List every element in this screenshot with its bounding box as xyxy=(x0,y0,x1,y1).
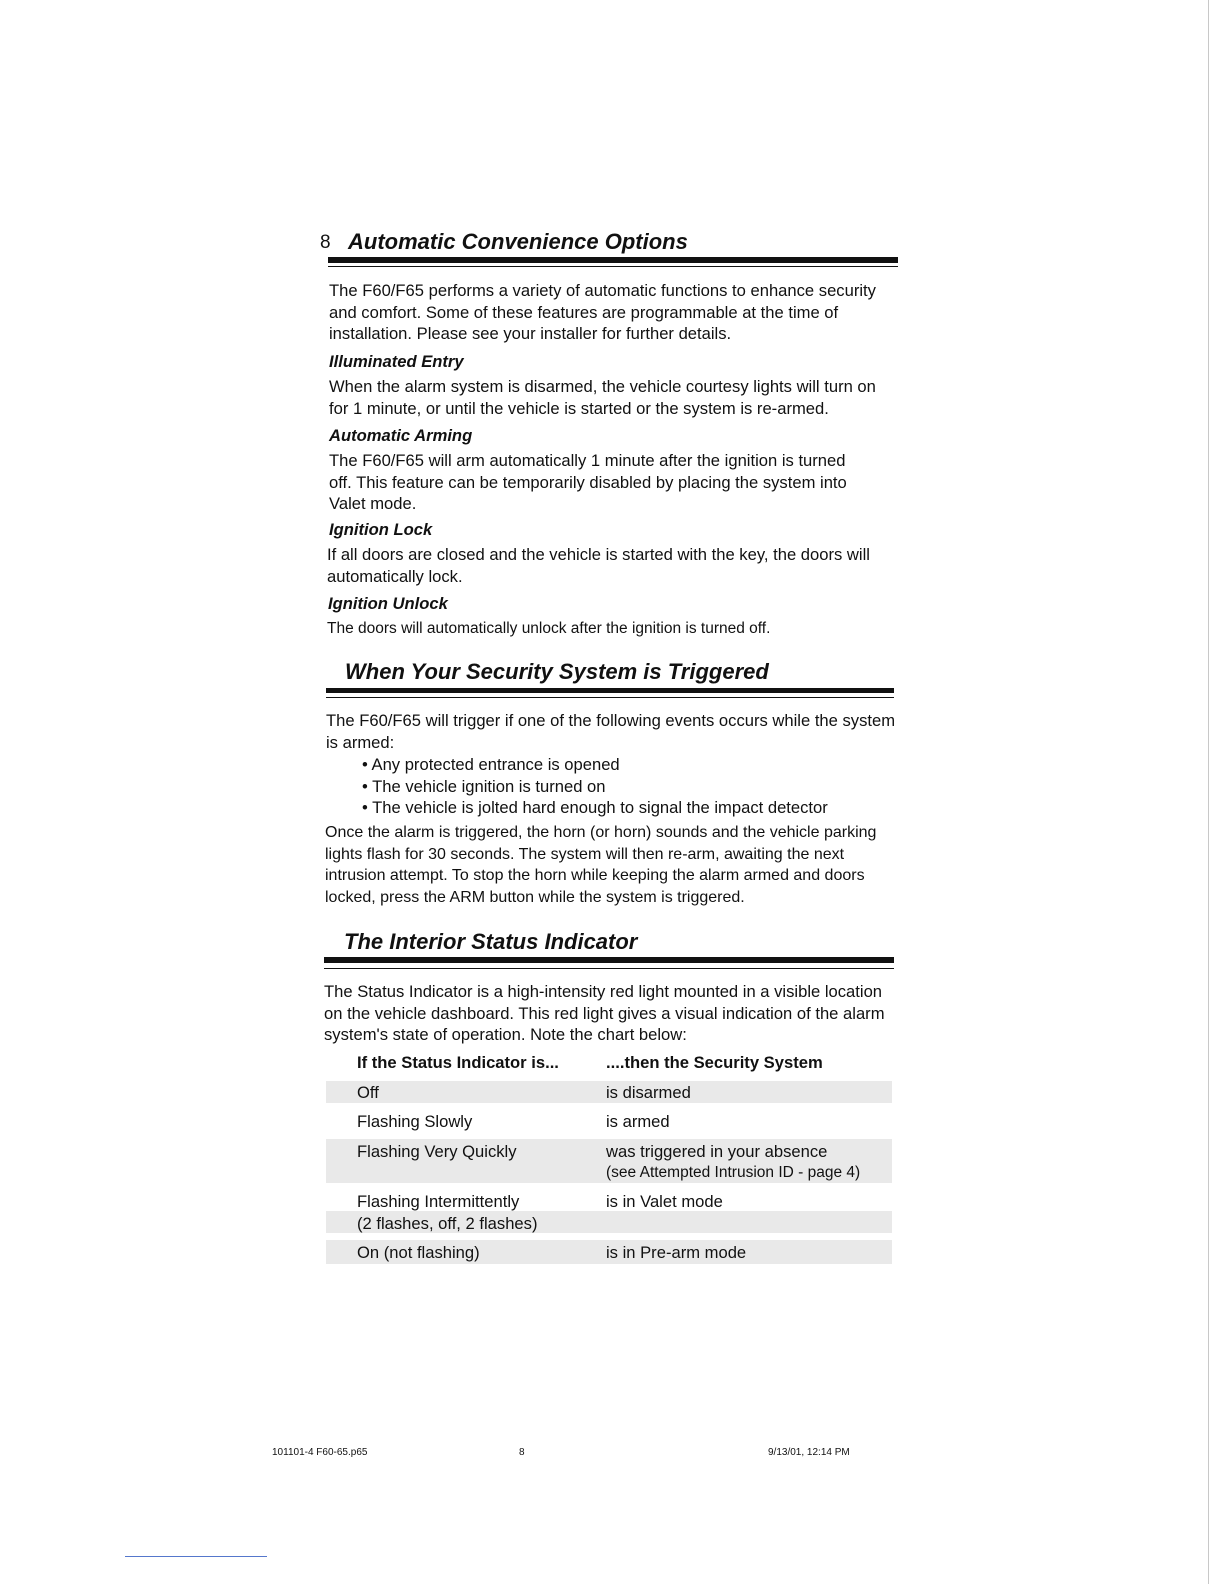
footer-filename: 101101-4 F60-65.p65 xyxy=(272,1447,368,1458)
table-row-indicator: Flashing Intermittently xyxy=(357,1192,520,1211)
table-row-meaning: is disarmed xyxy=(606,1083,691,1102)
trigger-events-list xyxy=(362,754,828,819)
section1-intro: The F60/F65 performs a variety of automatic functions to enhance security and comfort. Some of these features are programmable at the time of installation. Please see your installer for further details. xyxy=(329,281,876,343)
section-rule xyxy=(324,957,894,963)
table-row-meaning: is armed xyxy=(606,1112,670,1131)
section-title-interior-status: The Interior Status Indicator xyxy=(344,929,638,954)
section-title-security-triggered: When Your Security System is Triggered xyxy=(345,659,769,684)
feature-heading-automatic-arming: Automatic Arming xyxy=(329,426,473,445)
table-header-indicator: If the Status Indicator is... xyxy=(357,1053,559,1072)
table-row-indicator: On (not flashing) xyxy=(357,1243,480,1262)
section3-intro: The Status Indicator is a high-intensity red light mounted in a visible location on the vehicle dashboard. This red light gives a visual indication of the alarm system's state of operation. Note the chart below: xyxy=(324,982,885,1044)
section-rule-thin xyxy=(324,968,894,969)
table-row-indicator: Off xyxy=(357,1083,379,1102)
table-row-meaning-note: (see Attempted Intrusion ID - page 4) xyxy=(606,1164,861,1181)
scan-margin-line xyxy=(1208,0,1209,1584)
section2-closing: Once the alarm is triggered, the horn (or horn) sounds and the vehicle parking lights flash for 30 seconds. The system will then re-arm, awaiting the next intrusion attempt. To stop the horn while keeping the alarm armed and doors locked, press the ARM button while the system is triggered. xyxy=(325,824,877,906)
section-rule-thin xyxy=(328,266,898,267)
bottom-link-underline xyxy=(125,1556,267,1557)
list-item: • The vehicle ignition is turned on xyxy=(362,776,606,796)
section-rule xyxy=(328,257,898,263)
feature-text-ignition-unlock: The doors will automatically unlock after the ignition is turned off. xyxy=(327,620,771,637)
table-row-indicator-note: (2 flashes, off, 2 flashes) xyxy=(357,1214,538,1233)
table-row-meaning: is in Valet mode xyxy=(606,1192,723,1211)
page-number: 8 xyxy=(320,232,331,253)
table-header-system: ....then the Security System xyxy=(606,1053,823,1072)
feature-text-illuminated-entry: When the alarm system is disarmed, the vehicle courtesy lights will turn on for 1 minute, or until the vehicle is started or the system is re-armed. xyxy=(329,377,876,418)
table-row-meaning: is in Pre-arm mode xyxy=(606,1243,747,1262)
feature-heading-ignition-lock: Ignition Lock xyxy=(329,520,433,539)
feature-heading-illuminated-entry: Illuminated Entry xyxy=(329,352,464,371)
list-item: • Any protected entrance is opened xyxy=(362,755,620,774)
footer-page-number: 8 xyxy=(519,1447,525,1458)
section-rule xyxy=(326,688,894,693)
table-row-indicator: Flashing Slowly xyxy=(357,1112,473,1131)
footer-timestamp: 9/13/01, 12:14 PM xyxy=(768,1447,850,1458)
table-row-meaning: was triggered in your absence xyxy=(606,1142,828,1161)
feature-text-automatic-arming: The F60/F65 will arm automatically 1 minute after the ignition is turned off. This feature can be temporarily disabled by placing the system into Valet mode. xyxy=(329,451,847,513)
section2-intro: The F60/F65 will trigger if one of the following events occurs while the system is armed: xyxy=(326,711,896,752)
feature-heading-ignition-unlock: Ignition Unlock xyxy=(328,594,448,613)
table-row-indicator: Flashing Very Quickly xyxy=(357,1142,517,1161)
feature-text-ignition-lock: If all doors are closed and the vehicle is started with the key, the doors will automatically lock. xyxy=(327,545,870,586)
list-item: • The vehicle is jolted hard enough to signal the impact detector xyxy=(362,798,828,817)
section-rule-thin xyxy=(326,697,894,698)
section-title-automatic-convenience: Automatic Convenience Options xyxy=(348,229,688,254)
